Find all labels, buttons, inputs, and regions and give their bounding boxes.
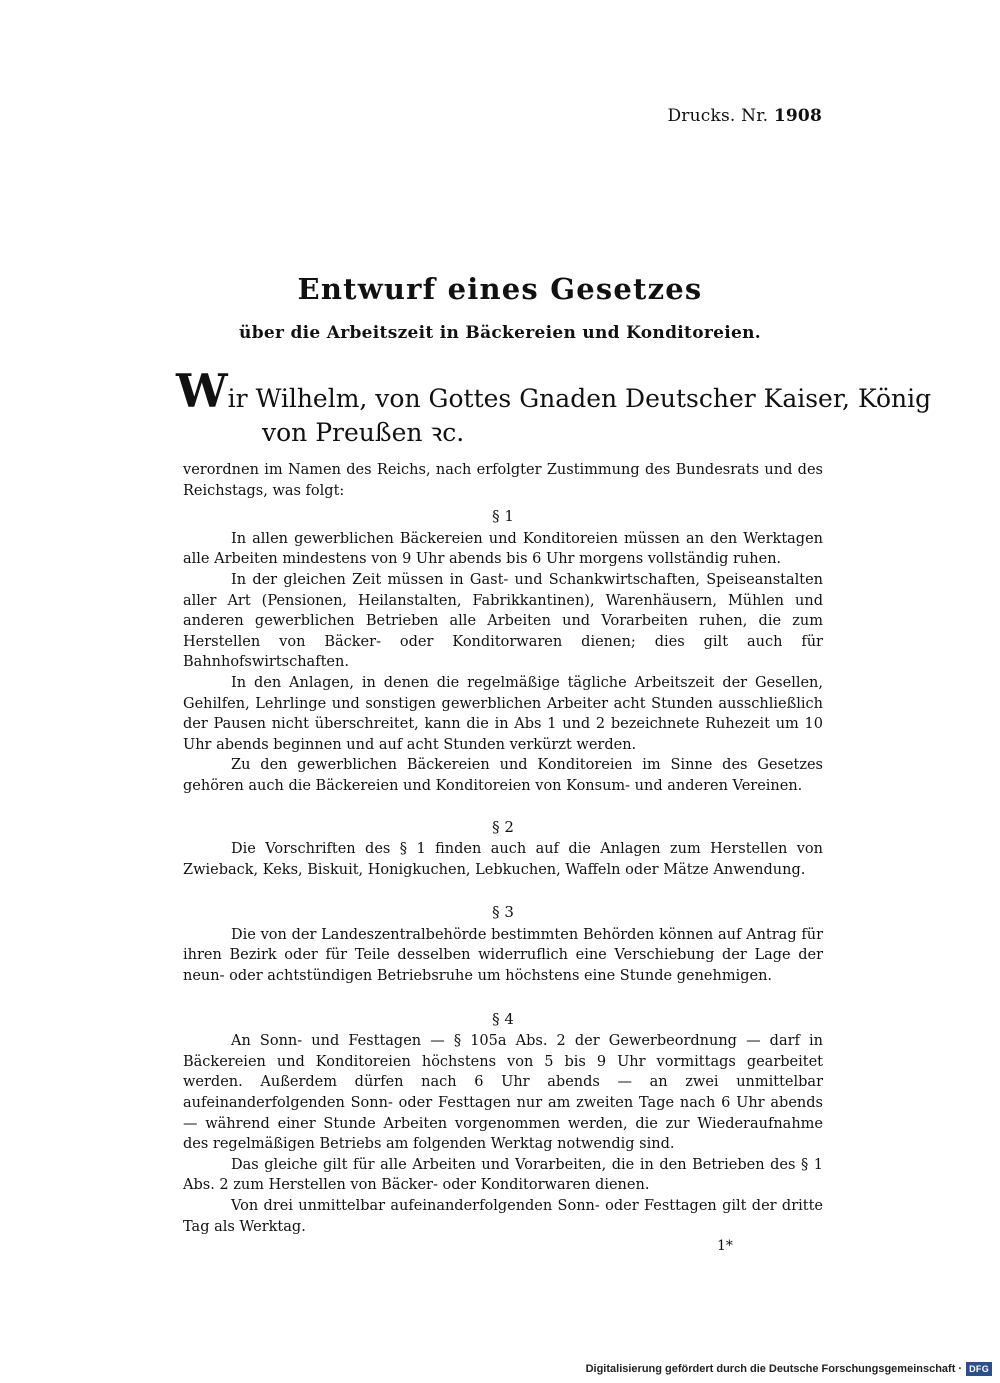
proclamation-line-1 — [176, 364, 932, 418]
section-1-paragraph-1: In allen gewerblichen Bäckereien und Konditoreien müssen an den Werktagen alle Arbeiten mindestens von 9 Uhr abends bis 6 Uhr morgens vollständig ruhen. — [183, 530, 823, 568]
section-heading-1: § 1 — [492, 507, 514, 526]
preamble: verordnen im Namen des Reichs, nach erfolgter Zustimmung des Bundesrats und des Reichstags, was folgt: — [183, 462, 823, 499]
section-4-paragraph-2: Das gleiche gilt für alle Arbeiten und Vorarbeiten, die in den Betrieben des § 1 Abs. 2 zum Herstellen von Bäcker- oder Konditorwaren dienen. — [183, 1156, 823, 1194]
document-subtitle: über die Arbeitszeit in Bäckereien und Konditoreien. — [239, 323, 761, 343]
proclamation-line-2: von Preußen ꝛc. — [262, 418, 465, 447]
digitization-footer — [586, 1362, 992, 1376]
proclamation — [176, 364, 932, 450]
section-4-paragraph-3: Von drei unmittelbar aufeinanderfolgenden Sonn- oder Festtagen gilt der dritte Tag als Werktag. — [183, 1198, 823, 1235]
section-1-paragraph-3: In den Anlagen, in denen die regelmäßige tägliche Arbeitszeit der Gesellen, Gehilfen, Lehrlinge und sonstigen gewerblichen Arbeiter acht Stunden ausschließlich der Pausen nicht überschreitet, kann die in Abs 1 und 2 bezeichnete Ruhezeit um 10 Uhr abends beginnen und auf acht Stunden verkürzt werden. — [183, 674, 823, 753]
section-3-paragraph-1: Die von der Landeszentralbehörde bestimmten Behörden können auf Antrag für ihren Bezirk oder für Teile desselben widerruflich eine Verschiebung der Lage der neun- oder achtstündigen Betriebsruhe um höchstens eine Stunde genehmigen. — [183, 926, 823, 985]
print-number-value: 1908 — [773, 106, 822, 126]
dfg-logo-icon: DFG — [966, 1362, 992, 1376]
proclamation-line-1-text: ir Wilhelm, von Gottes Gnaden Deutscher Kaiser, König — [227, 384, 932, 413]
document-title: Entwurf eines Gesetzes — [297, 272, 703, 306]
section-1-paragraph-4: Zu den gewerblichen Bäckereien und Konditoreien im Sinne des Gesetzes gehören auch die Bäckereien und Konditoreien von Konsum- und anderen Vereinen. — [183, 757, 823, 794]
section-4-paragraph-1: An Sonn- und Festtagen — § 105a Abs. 2 der Gewerbeordnung — darf in Bäckereien und Konditoreien höchstens von 5 bis 9 Uhr vormittags gearbeitet werden. Außerdem dürfen nach 6 Uhr abends — an zwei unmittelbar aufeinanderfolgenden Sonn- oder Festtagen nur am zweiten Tage nach 6 Uhr abends — während einer Stunde Arbeiten vorgenommen werden, die zur Wiederaufnahme des regelmäßigen Betriebs am folgenden Werktag notwendig sind. — [183, 1033, 823, 1153]
page-signature-mark: 1* — [717, 1238, 733, 1254]
decorated-initial: W — [176, 364, 228, 418]
document-body — [183, 460, 823, 1237]
print-number-label: Drucks. Nr. — [667, 106, 769, 126]
section-heading-2: § 2 — [492, 817, 514, 836]
section-heading-3: § 3 — [492, 903, 514, 922]
print-number — [667, 106, 822, 126]
footer-credit-text: Digitalisierung gefördert durch die Deutsche Forschungsgemeinschaft · — [585, 1363, 963, 1375]
section-heading-4: § 4 — [492, 1009, 514, 1028]
section-1-paragraph-2: In der gleichen Zeit müssen in Gast- und Schankwirtschaften, Speiseanstalten aller Art (Pensionen, Heilanstalten, Fabrikkantinen), Warenhäusern, Mühlen und anderen gewerblichen Betrieben alle Arbeiten und Vorarbeiten ruhen, die zum Herstellen von Bäcker- oder Konditorwaren dienen; dies gilt auch für Bahnhofswirtschaften. — [183, 571, 823, 671]
section-2-paragraph-1: Die Vorschriften des § 1 finden auch auf die Anlagen zum Herstellen von Zwieback, Keks, Biskuit, Honigkuchen, Lebkuchen, Waffeln oder Mätze Anwendung. — [183, 841, 823, 878]
